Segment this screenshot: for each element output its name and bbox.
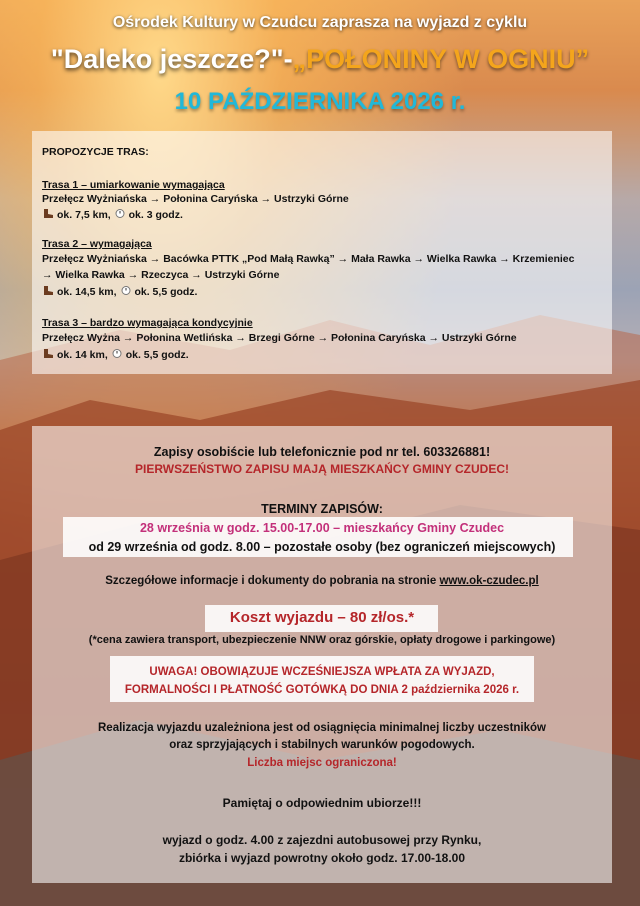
route-2-time: ok. 5,5 godz. bbox=[134, 286, 198, 298]
route-2-path-line2: → Wielka Rawka → Rzeczyca → Ustrzyki Górne bbox=[42, 269, 280, 281]
route-3-time: ok. 5,5 godz. bbox=[125, 349, 189, 361]
priority-text: PIERWSZEŃSTWO ZAPISU MAJĄ MIESZKAŃCY GMINY CZUDEC! bbox=[134, 462, 510, 476]
term-others: od 29 września od godz. 8.00 – pozostałe osoby (bez ograniczeń miejscowych) bbox=[88, 540, 556, 554]
stopwatch-icon bbox=[119, 285, 132, 298]
details-prefix: Szczegółowe informacje i dokumenty do pobrania na stronie bbox=[105, 575, 440, 587]
clothing-reminder: Pamiętaj o odpowiednim ubiorze!!! bbox=[222, 796, 422, 810]
route-2-stats bbox=[42, 285, 197, 298]
limited-seats: Liczba miejsc ograniczona! bbox=[247, 757, 397, 769]
route-3-title: Trasa 3 – bardzo wymagająca kondycyjnie bbox=[42, 317, 253, 329]
details-text bbox=[32, 575, 612, 587]
route-1-stats bbox=[42, 208, 183, 221]
info-panel bbox=[32, 426, 612, 883]
route-1-path: Przełęcz Wyżniańska → Połonina Caryńska → Ustrzyki Górne bbox=[42, 193, 349, 205]
term-residents: 28 września w godz. 15.00-17.00 – mieszkańcy Gminy Czudec bbox=[139, 521, 505, 535]
warning-line2: FORMALNOŚCI I PŁATNOŚĆ GOTÓWKĄ DO DNIA 2 października 2026 r. bbox=[124, 684, 520, 696]
route-3-path: Przełęcz Wyżna → Połonina Wetlińska → Brzegi Górne → Połonina Caryńska → Ustrzyki Górne bbox=[42, 332, 517, 344]
boot-icon bbox=[42, 349, 55, 361]
cost-text: Koszt wyjazdu – 80 zł/os.* bbox=[229, 609, 415, 626]
route-1-title: Trasa 1 – umiarkowanie wymagająca bbox=[42, 179, 225, 191]
cost-note: (*cena zawiera transport, ubezpieczenie NNW oraz górskie, opłaty drogowe i parkingowe) bbox=[88, 634, 556, 646]
realization-line1: Realizacja wyjazdu uzależniona jest od osiągnięcia minimalnej liczby uczestników bbox=[98, 722, 546, 734]
invitation-line: Ośrodek Kultury w Czudcu zaprasza na wyjazd z cyklu bbox=[112, 14, 528, 31]
route-1-time: ok. 3 godz. bbox=[128, 209, 183, 221]
terms-heading: TERMINY ZAPISÓW: bbox=[261, 502, 383, 516]
routes-heading: PROPOZYCJE TRAS: bbox=[42, 146, 149, 158]
event-title bbox=[0, 44, 640, 75]
route-2-path-line1: Przełęcz Wyżniańska → Bacówka PTTK „Pod Małą Rawką” → Mała Rawka → Wielka Rawka → Krzemieniec bbox=[42, 253, 575, 265]
route-1-distance: ok. 7,5 km, bbox=[57, 209, 111, 221]
header bbox=[0, 0, 640, 130]
route-2-distance: ok. 14,5 km, bbox=[57, 286, 117, 298]
stopwatch-icon bbox=[111, 348, 124, 361]
route-2-title: Trasa 2 – wymagająca bbox=[42, 238, 152, 250]
departure-line2: zbiórka i wyjazd powrotny około godz. 17.00-18.00 bbox=[178, 851, 466, 865]
stopwatch-icon bbox=[114, 208, 127, 221]
boot-icon bbox=[42, 209, 55, 221]
realization-line2: oraz sprzyjających i stabilnych warunków pogodowych. bbox=[169, 739, 475, 751]
boot-icon bbox=[42, 286, 55, 298]
event-date: 10 PAŹDZIERNIKA 2026 r. bbox=[174, 88, 466, 115]
route-3-distance: ok. 14 km, bbox=[57, 349, 108, 361]
departure-line1: wyjazd o godz. 4.00 z zajezdni autobusowej przy Rynku, bbox=[162, 833, 482, 847]
series-name: "Daleko jeszcze?"- bbox=[50, 44, 293, 74]
routes-panel bbox=[32, 131, 612, 374]
warning-line1: UWAGA! OBOWIĄZUJE WCZEŚNIEJSZA WPŁATA ZA WYJAZD, bbox=[149, 666, 495, 678]
trip-name: „POŁONINY W OGNIU” bbox=[292, 44, 590, 74]
route-3-stats bbox=[42, 348, 189, 361]
website-link[interactable]: www.ok-czudec.pl bbox=[439, 575, 539, 587]
enroll-text: Zapisy osobiście lub telefonicznie pod nr tel. 603326881! bbox=[153, 445, 491, 459]
